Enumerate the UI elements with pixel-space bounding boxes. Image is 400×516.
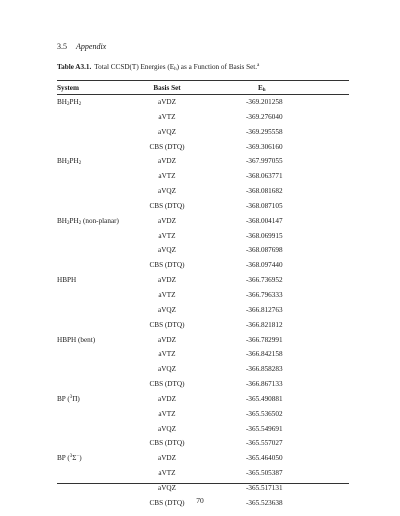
cell-basis-set: aVTZ [158,290,176,299]
cell-energy: -366.796333 [246,290,283,299]
table-row [0,365,400,380]
cell-basis-set: CBS (DTQ) [149,498,185,507]
table-row [0,261,400,276]
table-caption-footnote-mark: a [257,63,260,68]
table-row [0,350,400,365]
table-row [0,246,400,261]
cell-basis-set: CBS (DTQ) [149,142,185,151]
cell-system [57,157,81,165]
cell-system-text: BH [57,157,67,166]
cell-energy: -365.549691 [246,424,283,433]
cell-basis-set: aVDZ [158,157,176,166]
cell-system-subscript: 2 [67,102,70,107]
cell-system-text: Π) [72,394,80,403]
cell-basis-set: aVTZ [158,112,176,121]
cell-energy: -366.858283 [246,365,283,374]
cell-system-text: PH [69,216,79,225]
table-row [0,187,400,202]
cell-system-subscript: 2 [67,161,70,167]
cell-basis-set: aVDZ [158,394,176,403]
cell-system [57,395,80,403]
cell-system-text: (non-planar) [81,216,119,225]
table-row [0,291,400,306]
cell-system-text: BH [57,216,67,225]
cell-system-text: ) [79,454,82,463]
table-caption-label: Table A3.1. [57,63,92,71]
cell-energy: -369.306160 [246,142,283,151]
cell-system-text: BH [57,98,67,106]
cell-system-text: BP ( [57,454,70,463]
cell-basis-set: aVDZ [158,276,176,285]
table-row [0,469,400,484]
cell-system-text: PH [69,157,79,166]
table-caption [57,63,259,71]
cell-system-text: HBPH [57,276,77,285]
cell-energy: -365.464050 [246,454,283,463]
cell-basis-set: CBS (DTQ) [149,380,185,389]
cell-system-superscript: − [76,454,80,460]
cell-energy: -369.276040 [246,112,283,121]
cell-basis-set: aVTZ [158,231,176,240]
cell-system-text: Σ [72,454,77,463]
cell-system-subscript: 2 [78,161,82,167]
cell-energy: -369.201258 [246,98,283,106]
cell-energy: -365.505387 [246,469,283,478]
cell-basis-set: aVDZ [158,454,176,463]
cell-basis-set: aVQZ [158,246,176,255]
table-row [0,321,400,336]
cell-system-text: HBPH (bent) [57,335,96,344]
cell-energy: -368.069915 [246,231,283,240]
cell-system-text: PH [69,98,79,106]
table-caption-subscript: h [174,67,177,72]
column-header-basis-set: Basis Set [153,84,181,92]
cell-system-subscript: 2 [67,220,70,226]
cell-energy: -368.004147 [246,216,283,225]
table-row [0,410,400,425]
table-header-rule [57,94,349,95]
cell-system [57,98,81,106]
table-row [0,217,400,232]
cell-basis-set: aVDZ [158,98,176,106]
cell-energy: -366.782991 [246,335,283,344]
cell-energy: -366.736952 [246,276,283,285]
section-number: 3.5 [57,42,67,51]
cell-system-superscript: 3 [69,454,73,460]
cell-system-superscript: 3 [69,394,73,400]
cell-energy: -368.081682 [246,187,283,196]
cell-system [57,276,76,284]
table-row [0,143,400,158]
table-row [0,454,400,469]
cell-basis-set: aVQZ [158,365,176,374]
cell-basis-set: aVQZ [158,305,176,314]
cell-energy: -366.821812 [246,320,283,329]
table-row [0,98,400,113]
cell-basis-set: aVDZ [158,335,176,344]
cell-basis-set: CBS (DTQ) [149,201,185,210]
column-header-energy-symbol: E [258,84,263,92]
table-row [0,425,400,440]
cell-basis-set: CBS (DTQ) [149,439,185,448]
cell-basis-set: aVQZ [158,187,176,196]
cell-energy: -365.490881 [246,394,283,403]
table-body [0,98,400,514]
table-row [0,276,400,291]
cell-basis-set: aVTZ [158,409,176,418]
table-caption-text-end: ) as a Function of Basis Set. [176,63,258,71]
cell-energy: -368.087698 [246,246,283,255]
cell-basis-set: aVTZ [158,172,176,181]
table-caption-text: Total CCSD(T) Energies (E [94,63,175,71]
column-header-system: System [57,84,79,92]
cell-basis-set: aVTZ [158,350,176,359]
column-header-energy-subscript: h [262,88,266,93]
cell-energy: -369.295558 [246,127,283,136]
cell-energy: -368.063771 [246,172,283,181]
cell-basis-set: CBS (DTQ) [149,261,185,270]
table-row [0,113,400,128]
table-row [0,380,400,395]
cell-system-subscript: 2 [78,220,82,226]
cell-basis-set: aVDZ [158,216,176,225]
cell-energy: -365.523638 [246,498,283,507]
cell-energy: -365.517131 [246,483,283,492]
section-heading [57,42,106,51]
table-row [0,306,400,321]
cell-system [57,217,119,225]
cell-basis-set: aVQZ [158,424,176,433]
cell-basis-set: aVQZ [158,483,176,492]
cell-energy: -366.812763 [246,305,283,314]
table-row [0,232,400,247]
table-top-rule [57,80,349,81]
column-header-energy [258,84,266,92]
cell-energy: -365.536502 [246,409,283,418]
cell-energy: -368.097440 [246,261,283,270]
cell-basis-set: aVQZ [158,127,176,136]
table-bottom-rule [57,483,349,484]
cell-energy: -365.557027 [246,439,283,448]
table-row [0,336,400,351]
cell-basis-set: CBS (DTQ) [149,320,185,329]
cell-energy: -366.842158 [246,350,283,359]
section-title: Appendix [76,42,107,51]
table-row [0,395,400,410]
cell-system-text: BP ( [57,394,70,403]
cell-energy: -366.867133 [246,380,283,389]
cell-system-subscript: 2 [78,102,82,107]
cell-energy: -368.087105 [246,201,283,210]
page-number: 70 [196,496,204,505]
table-row [0,157,400,172]
table-row [0,172,400,187]
cell-system [57,336,95,344]
cell-energy: -367.997055 [246,157,283,166]
cell-basis-set: aVTZ [158,469,176,478]
table-row [0,439,400,454]
table-row [0,202,400,217]
table-row [0,128,400,143]
cell-system [57,454,82,462]
